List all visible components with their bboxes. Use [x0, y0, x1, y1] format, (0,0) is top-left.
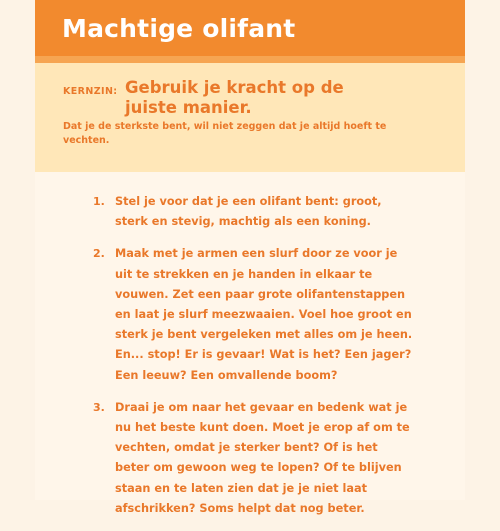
- kernzin-row: [63, 78, 445, 118]
- step-number-text: 2.: [93, 247, 105, 261]
- kernzin-label: KERNZIN:: [63, 86, 118, 97]
- exercise-card: [35, 0, 465, 515]
- step-text: Maak met je armen een slurf door ze voor je uit te strekken en je handen in elkaar te vouwen. Zet een paar grote olifantenstappen en laat je slurf meezwaaien. Voel hoe groot en sterk je bent vergeleken met alles om je heen. En... stop! Er is gevaar! Wat is het? Een jager? Een leeuw? Een omvallende boom?: [115, 247, 413, 382]
- list-item: [35, 192, 415, 232]
- kernzin-text: Gebruik je kracht op de juiste manier.: [125, 78, 344, 117]
- kernzin-subtext: Dat je de sterkste bent, wil niet zeggen dat je altijd hoeft te vechten.: [63, 121, 387, 146]
- step-number-text: 3.: [93, 400, 105, 414]
- page-title: Machtige olifant: [62, 13, 296, 43]
- step-number: [35, 244, 115, 385]
- step-number: [35, 192, 115, 232]
- steps-list: [35, 192, 415, 531]
- step-text: Stel je voor dat je een olifant bent: groot, sterk en stevig, machtig als een koning.: [115, 195, 382, 229]
- step-number-text: 1.: [93, 195, 105, 208]
- list-item: [35, 398, 415, 519]
- kernzin-box: [35, 63, 465, 172]
- step-number: [35, 398, 115, 519]
- list-item: [35, 244, 415, 385]
- header-bar: [35, 0, 465, 63]
- step-text: Draai je om naar het gevaar en bedenk wat je nu het beste kunt doen. Moet je erop af om te vechten, omdat je sterker bent? Of is het beter om gewoon weg te lopen? Of te blijven staan en te laten zien dat je je niet laat afschrikken? Soms helpt dat nog beter.: [115, 400, 410, 515]
